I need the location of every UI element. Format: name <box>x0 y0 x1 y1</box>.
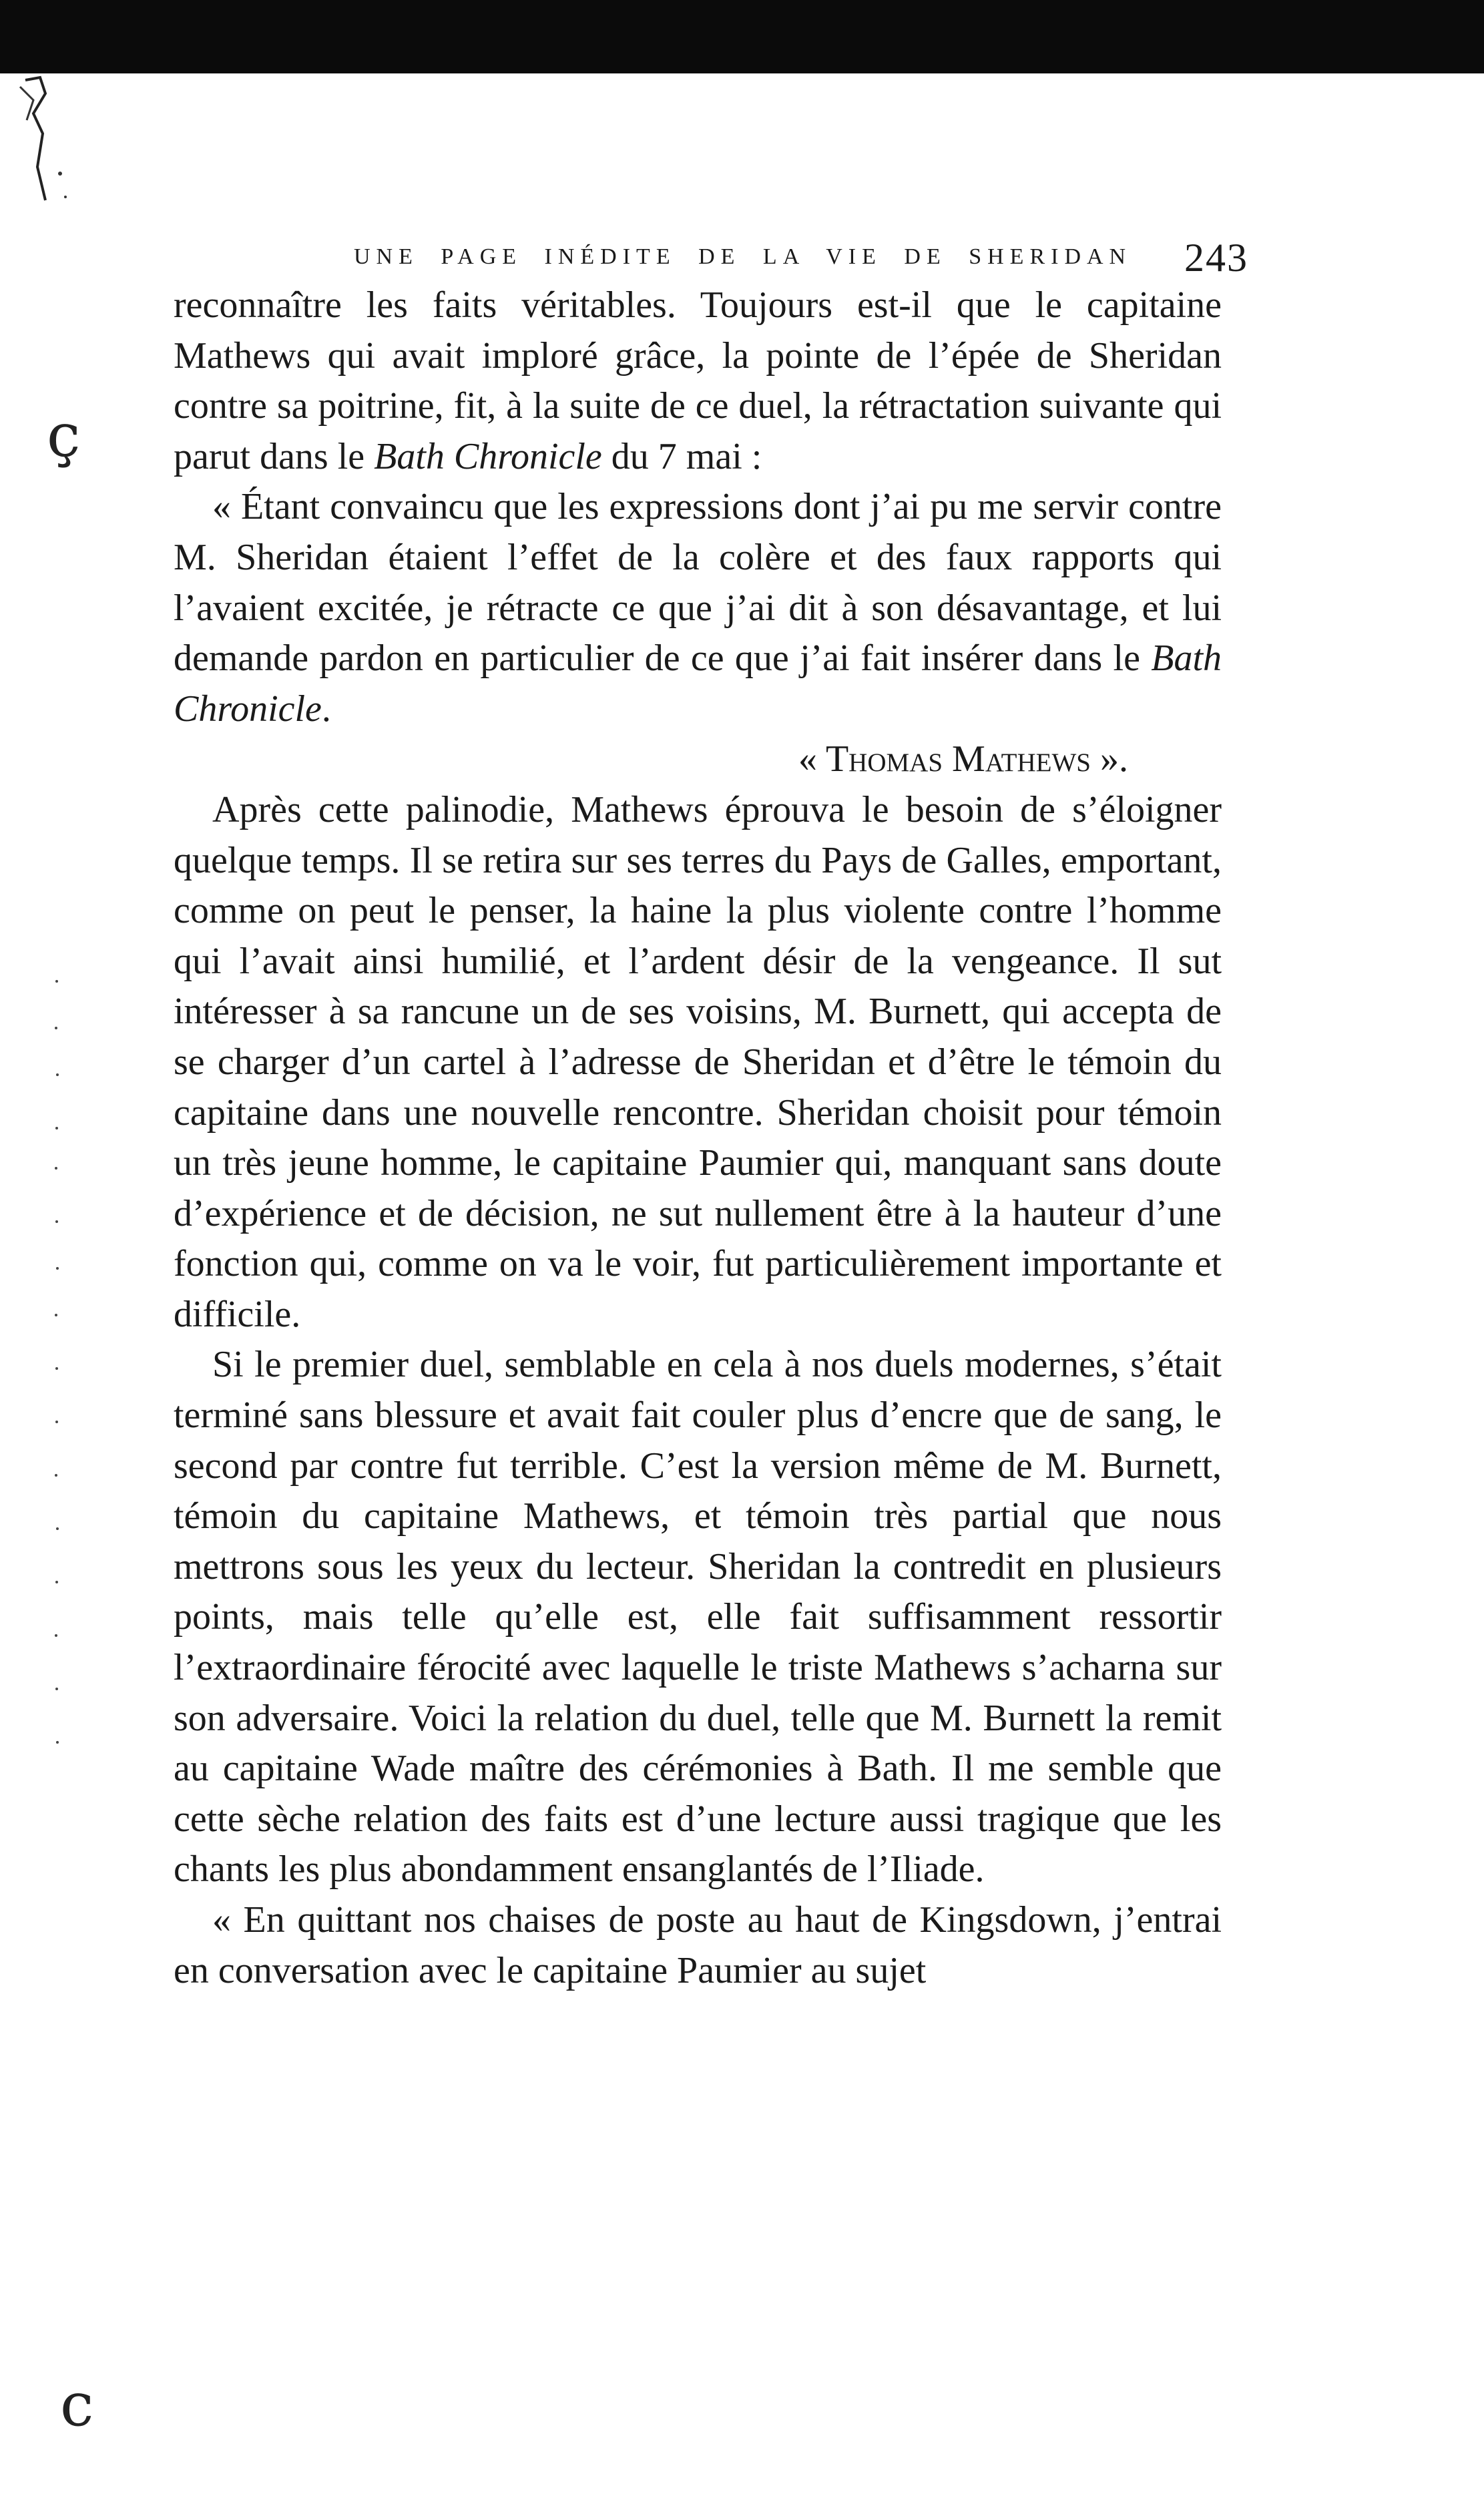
paragraph-4: Après cette palinodie, Mathews éprouva le besoin de s’éloigner quelque temps. Il se retira sur ses terres du Pays de Galles, emportant, comme on peut le penser, la haine la plus violente contre l’homme qui l’avait ainsi humilié, et l’ardent désir de la vengeance. Il sut intéresser à sa rancune un de ses voisins, M. Burnett, qui accepta de se charger d’un cartel à l’adresse de Sheridan et d’être le témoin du capitaine dans une nouvelle rencontre. Sheridan choisit pour témoin un très jeune homme, le capitaine Paumier qui, manquant sans doute d’expérience et de décision, ne sut nullement être à la hauteur d’une fonction qui, comme on va le voir, fut particulièrement importante et difficile. <box>174 788 1222 1335</box>
running-title: UNE PAGE INÉDITE DE LA VIE DE SHERIDAN <box>354 244 1132 269</box>
paragraph-6: « En quittant nos chaises de poste au haut de Kingsdown, j’entrai en conversation avec le capitaine Paumier au sujet <box>174 1899 1222 1991</box>
page-number: 243 <box>1184 236 1248 280</box>
margin-c-mark-lower: c <box>60 2370 94 2440</box>
scan-margin-dots <box>52 968 61 1769</box>
paragraph-2-quote: « Étant convaincu que les expressions dont j’ai pu me servir contre M. Sheridan étaient l’effet de la colère et des faux rapports qui l’avaient excitée, je rétracte ce que j’ai dit à son désavantage, et lui demande pardon en particulier de ce que j’ai fait insérer dans le Bath Chronicle. <box>174 486 1222 730</box>
paragraph-5: Si le premier duel, semblable en cela à nos duels modernes, s’était terminé sans blessure et avait fait couler plus d’encre que de sang, le second par contre fut terrible. C’est la version même de M. Burnett, témoin du capitaine Mathews, et témoin très partial que nous mettrons sous les yeux du lecteur. Sheridan la contredit en plusieurs points, mais telle qu’elle est, elle fait suffisamment ressortir l’extraordinaire férocité avec laquelle le triste Mathews s’acharna sur son adversaire. Voici la relation du duel, telle que M. Burnett la remit au capitaine Wade maître des cérémonies à Bath. Il me semble que cette sèche relation des faits est d’une lecture aussi tragique que les chants les plus abondamment ensanglantés de l’Iliade. <box>174 1344 1222 1891</box>
newspaper-title: Bath Chronicle <box>374 435 602 477</box>
book-page <box>174 220 1248 1996</box>
running-head <box>174 220 1248 280</box>
newspaper-title: Bath Chronicle <box>174 638 1222 730</box>
scan-corner-artifact <box>13 73 87 207</box>
margin-c-mark-upper: ç <box>47 401 81 471</box>
paragraph-1: reconnaître les faits véritables. Toujours est-il que le capitaine Mathews qui avait imploré grâce, la pointe de l’épée de Sheridan contre sa poitrine, fit, à la suite de ce duel, la rétractation suivante qui parut dans le Bath Chronicle du 7 mai : <box>174 284 1222 477</box>
scan-top-bar <box>0 0 1484 73</box>
page-body <box>174 280 1222 1996</box>
quote-signature: « Thomas Mathews ». <box>798 738 1128 780</box>
